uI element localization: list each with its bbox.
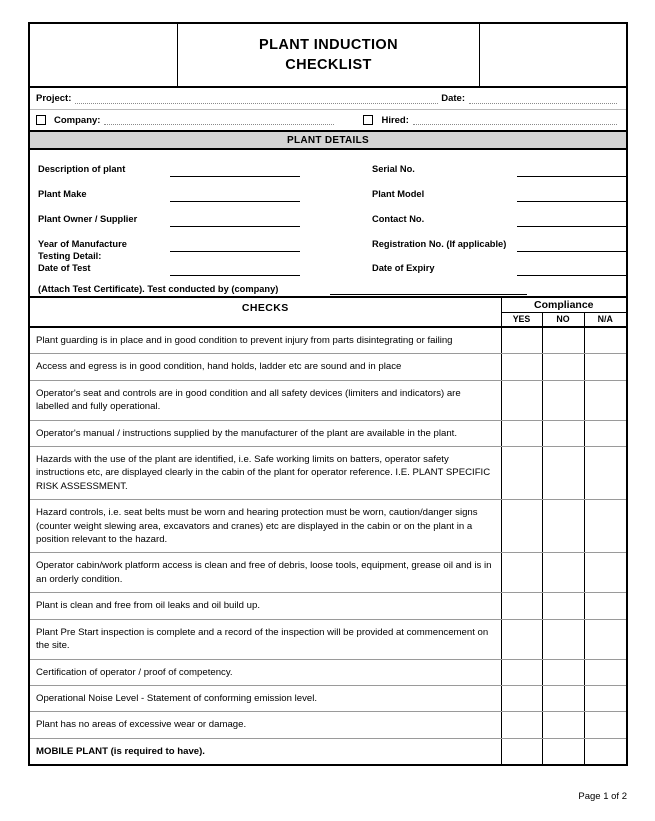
check-text: Certification of operator / proof of competency. [30,659,501,685]
check-na-cell[interactable] [584,553,626,593]
input-date-of-test[interactable] [170,275,300,276]
table-row [30,327,626,354]
check-na-cell[interactable] [584,712,626,738]
check-no-cell[interactable] [542,738,584,765]
hired-label: Hired: [381,114,409,126]
compliance-column-header: Compliance [501,298,626,313]
check-text: MOBILE PLANT (is required to have). [30,738,501,765]
column-header-na: N/A [584,313,626,328]
company-input[interactable] [104,115,334,125]
check-no-cell[interactable] [542,447,584,500]
page-footer [578,791,627,802]
input-date-of-expiry[interactable] [517,275,627,276]
label-date-of-expiry: Date of Expiry [372,263,435,273]
check-text: Operator cabin/work platform access is clean and free of debris, loose tools, equipment, grease oil and is in an orderly condition. [30,553,501,593]
table-row [30,447,626,500]
table-row [30,738,626,765]
check-no-cell[interactable] [542,712,584,738]
check-yes-cell[interactable] [501,354,542,380]
check-yes-cell[interactable] [501,712,542,738]
input-year-of-manufacture[interactable] [170,251,300,252]
project-date-row [30,88,626,110]
check-yes-cell[interactable] [501,380,542,420]
company-hired-row [30,110,626,132]
table-row [30,712,626,738]
table-row [30,553,626,593]
input-contact-no[interactable] [517,226,627,227]
input-description-of-plant[interactable] [170,176,300,177]
check-yes-cell[interactable] [501,619,542,659]
table-row [30,380,626,420]
table-row [30,619,626,659]
check-yes-cell[interactable] [501,553,542,593]
checklist-document [28,22,628,766]
table-row [30,420,626,446]
check-text: Operational Noise Level - Statement of conforming emission level. [30,685,501,711]
check-text: Plant guarding is in place and in good condition to prevent injury from parts disintegrating or failing [30,327,501,354]
check-na-cell[interactable] [584,593,626,619]
check-text: Plant Pre Start inspection is complete and a record of the inspection will be provided at commencement on the site. [30,619,501,659]
check-yes-cell[interactable] [501,738,542,765]
check-yes-cell[interactable] [501,593,542,619]
check-text: Access and egress is in good condition, hand holds, ladder etc are sound and in place [30,354,501,380]
check-no-cell[interactable] [542,553,584,593]
label-testing-detail: Testing Detail: [38,251,102,261]
company-label: Company: [54,114,101,126]
label-date-of-test: Date of Test [38,263,91,273]
table-row [30,685,626,711]
check-yes-cell[interactable] [501,327,542,354]
label-year-of-manufacture: Year of Manufacture [38,239,127,249]
check-no-cell[interactable] [542,420,584,446]
check-na-cell[interactable] [584,659,626,685]
project-input[interactable] [75,94,438,104]
check-yes-cell[interactable] [501,659,542,685]
input-test-conducted-by[interactable] [330,294,527,295]
label-plant-owner-supplier: Plant Owner / Supplier [38,214,138,224]
label-plant-make: Plant Make [38,189,87,199]
table-row [30,593,626,619]
check-no-cell[interactable] [542,500,584,553]
label-description-of-plant: Description of plant [38,164,126,174]
check-na-cell[interactable] [584,500,626,553]
check-no-cell[interactable] [542,354,584,380]
check-no-cell[interactable] [542,685,584,711]
check-text: Operator's manual / instructions supplied by the manufacturer of the plant are available in the plant. [30,420,501,446]
input-plant-owner-supplier[interactable] [170,226,300,227]
check-na-cell[interactable] [584,354,626,380]
input-serial-no[interactable] [517,176,627,177]
table-row [30,354,626,380]
title-band [30,24,626,88]
column-header-yes: YES [501,313,542,328]
check-na-cell[interactable] [584,447,626,500]
hired-checkbox[interactable] [363,115,373,125]
checks-header-row-1 [30,298,626,313]
check-no-cell[interactable] [542,327,584,354]
check-na-cell[interactable] [584,738,626,765]
check-text: Hazard controls, i.e. seat belts must be worn and hearing protection must be worn, caution/danger signs (counter weight slewing area, excavators and cranes) etc are displayed in the cabin or on the plant in a position relevant to the hazard. [30,500,501,553]
check-na-cell[interactable] [584,619,626,659]
check-yes-cell[interactable] [501,500,542,553]
checks-column-header: CHECKS [30,298,501,327]
label-contact-no: Contact No. [372,214,425,224]
input-plant-model[interactable] [517,201,627,202]
checks-table [30,298,626,766]
check-no-cell[interactable] [542,659,584,685]
check-text: Plant has no areas of excessive wear or damage. [30,712,501,738]
check-yes-cell[interactable] [501,420,542,446]
document-title-cell [178,24,480,86]
page-number-text: Page 1 of 2 [578,791,627,802]
table-row [30,659,626,685]
page-title-line-1: PLANT INDUCTION [259,37,398,53]
check-na-cell[interactable] [584,420,626,446]
project-label: Project: [36,93,72,104]
attach-certificate-note: (Attach Test Certificate). Test conducted by (company) [38,284,279,294]
company-checkbox[interactable] [36,115,46,125]
checks-table-head [30,298,626,327]
table-row [30,500,626,553]
label-plant-model: Plant Model [372,189,425,199]
input-registration-no[interactable] [517,251,627,252]
check-yes-cell[interactable] [501,685,542,711]
label-registration-no: Registration No. (If applicable) [372,239,507,249]
plant-details-section [30,150,626,298]
plant-details-band: PLANT DETAILS [30,132,626,150]
column-header-no: NO [542,313,584,328]
title-logo-cell-left [30,24,178,86]
check-no-cell[interactable] [542,380,584,420]
date-label: Date: [441,93,465,104]
check-text: Operator's seat and controls are in good condition and all safety devices (limiters and indicators) are labelled and fully operational. [30,380,501,420]
page-title-line-2: CHECKLIST [285,57,372,73]
check-na-cell[interactable] [584,685,626,711]
label-serial-no: Serial No. [372,164,415,174]
check-text: Plant is clean and free from oil leaks and oil build up. [30,593,501,619]
input-plant-make[interactable] [170,201,300,202]
check-text: Hazards with the use of the plant are identified, i.e. Safe working limits on batters, operator safety instructions etc, are displayed clearly in the cabin of the plant for operator reference. I.E. PLANT SPECIFIC RISK ASSESSMENT. [30,447,501,500]
title-logo-cell-right [480,24,626,86]
date-input[interactable] [469,94,617,104]
checks-table-body [30,327,626,765]
check-yes-cell[interactable] [501,447,542,500]
check-na-cell[interactable] [584,380,626,420]
check-na-cell[interactable] [584,327,626,354]
check-no-cell[interactable] [542,619,584,659]
check-no-cell[interactable] [542,593,584,619]
hired-input[interactable] [413,115,617,125]
